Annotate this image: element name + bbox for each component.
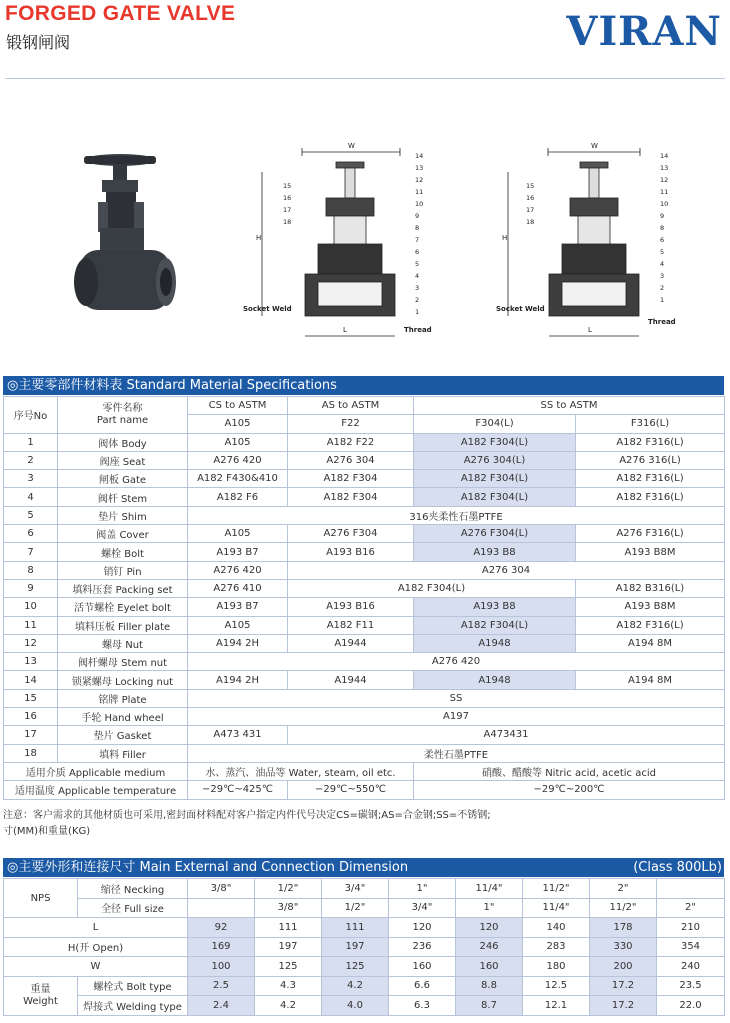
part-num: 4 <box>415 272 420 280</box>
cell-no: 14 <box>4 671 58 689</box>
subheader-ss1: F304(L) <box>414 415 576 433</box>
cell: 11/4" <box>523 898 590 918</box>
cell-as: A193 B16 <box>288 543 414 561</box>
part-num: 14 <box>415 152 424 160</box>
part-num: 16 <box>526 194 535 202</box>
header-part-name <box>58 397 188 434</box>
cell: 2.4 <box>188 996 255 1016</box>
cell: 11/2" <box>523 879 590 899</box>
bolt-weight-row <box>4 976 725 996</box>
cell-ss2: A194 8M <box>576 671 725 689</box>
part-num: 9 <box>415 212 420 220</box>
h-row <box>4 937 725 957</box>
part-num: 5 <box>415 260 420 268</box>
cell: 3/8" <box>255 898 322 918</box>
weight-label <box>4 976 78 1015</box>
cell: 240 <box>657 957 725 977</box>
subheader-cs: A105 <box>188 415 288 433</box>
cell: 6.6 <box>389 976 456 996</box>
cell: 1/2" <box>322 898 389 918</box>
dim-w-label: W <box>348 142 355 150</box>
full-size-row <box>4 898 725 918</box>
cell-as: A182 F304 <box>288 488 414 506</box>
cell: 17.2 <box>590 996 657 1016</box>
cell: 3/8" <box>188 879 255 899</box>
cell: 160 <box>456 957 523 977</box>
cell-no: 8 <box>4 561 58 579</box>
part-num: 18 <box>526 218 535 226</box>
temperature-cs: −29℃~425℃ <box>188 781 288 799</box>
cell-name: 手轮 Hand wheel <box>58 708 188 726</box>
cell-no: 17 <box>4 726 58 744</box>
bolt-label: 螺栓式 Bolt type <box>78 976 188 996</box>
cell-ss2: A182 F316(L) <box>576 470 725 488</box>
cell: 3/4" <box>389 898 456 918</box>
cell: 160 <box>389 957 456 977</box>
part-num: 6 <box>415 248 420 256</box>
materials-section-header <box>3 376 724 395</box>
dimensions-section-title: ◎主要外形和连接尺寸 Main External and Connection Dimension <box>7 860 409 875</box>
cell: 330 <box>590 937 657 957</box>
dim-w-label-2: W <box>591 142 598 150</box>
cell-span: A182 F304(L) <box>288 579 576 597</box>
cell-no: 9 <box>4 579 58 597</box>
cell-cs: A193 B7 <box>188 598 288 616</box>
part-num: 3 <box>415 284 420 292</box>
cell: 11/2" <box>590 898 657 918</box>
cell-no: 15 <box>4 689 58 707</box>
cell-as: A182 F304 <box>288 470 414 488</box>
cell: 2" <box>657 898 725 918</box>
part-num: 16 <box>283 194 292 202</box>
dim-h-label: H <box>256 234 262 242</box>
cell-name: 阀杆 Stem <box>58 488 188 506</box>
temperature-ss: −29℃~200℃ <box>414 781 725 799</box>
cell-cs: A276 410 <box>188 579 288 597</box>
weld-label: 焊接式 Welding type <box>78 996 188 1016</box>
socket-weld-label: Socket Weld <box>243 305 292 313</box>
cell: 23.5 <box>657 976 725 996</box>
cell-name: 锁紧螺母 Locking nut <box>58 671 188 689</box>
cell: 4.0 <box>322 996 389 1016</box>
cell: 1" <box>456 898 523 918</box>
cell-cs: A194 2H <box>188 634 288 652</box>
cell: 12.1 <box>523 996 590 1016</box>
header-part-name-cn: 零件名称 <box>102 402 143 414</box>
cell-cs: A276 420 <box>188 451 288 469</box>
cell-cs: A473 431 <box>188 726 288 744</box>
cell-ss2: A182 B316(L) <box>576 579 725 597</box>
cell: 8.7 <box>456 996 523 1016</box>
table-row <box>4 689 725 707</box>
cell-as: A276 304 <box>288 451 414 469</box>
cell: 197 <box>255 937 322 957</box>
subheader-ss2: F316(L) <box>576 415 725 433</box>
medium-csas: 水、蒸汽、油品等 Water, steam, oil etc. <box>188 762 414 780</box>
l-row <box>4 918 725 938</box>
thread-label: Thread <box>404 326 432 334</box>
part-num: 13 <box>415 164 424 172</box>
table-row <box>4 506 725 524</box>
socket-weld-label-2: Socket Weld <box>496 305 545 313</box>
materials-table <box>3 396 725 800</box>
cell-name: 铭牌 Plate <box>58 689 188 707</box>
part-num: 2 <box>415 296 420 304</box>
part-num: 11 <box>660 188 669 196</box>
cell-ss1: A193 B8 <box>414 598 576 616</box>
cell: 100 <box>188 957 255 977</box>
table-row <box>4 616 725 634</box>
cell-ss1: A1948 <box>414 634 576 652</box>
cell-ss2: A194 8M <box>576 634 725 652</box>
table-row <box>4 726 725 744</box>
h-label: H(开 Open) <box>4 937 188 957</box>
cell: 2.5 <box>188 976 255 996</box>
header-part-name-en: Part name <box>96 414 149 426</box>
cell: 125 <box>322 957 389 977</box>
cell-ss1: A1948 <box>414 671 576 689</box>
necking-row <box>4 879 725 899</box>
table-row <box>4 598 725 616</box>
part-num: 1 <box>415 308 420 316</box>
cell: 8.8 <box>456 976 523 996</box>
cell-name: 填料压套 Packing set <box>58 579 188 597</box>
part-num: 10 <box>415 200 424 208</box>
cell: 354 <box>657 937 725 957</box>
cell: 210 <box>657 918 725 938</box>
weld-weight-row <box>4 996 725 1016</box>
part-num: 14 <box>660 152 669 160</box>
cell-ss2: A276 F316(L) <box>576 525 725 543</box>
cell-cs: A182 F6 <box>188 488 288 506</box>
table-row <box>4 433 725 451</box>
cell-ss1: A182 F304(L) <box>414 433 576 451</box>
part-num: 2 <box>660 284 665 292</box>
cell-no: 5 <box>4 506 58 524</box>
part-num: 12 <box>415 176 424 184</box>
cell: 4.3 <box>255 976 322 996</box>
cell: 22.0 <box>657 996 725 1016</box>
cell-no: 6 <box>4 525 58 543</box>
cell-as: A1944 <box>288 634 414 652</box>
cell-name: 螺栓 Bolt <box>58 543 188 561</box>
cell-no: 12 <box>4 634 58 652</box>
cell-name: 填料 Filler <box>58 744 188 762</box>
cell-name: 螺母 Nut <box>58 634 188 652</box>
cell: 92 <box>188 918 255 938</box>
cell-ss2: A276 316(L) <box>576 451 725 469</box>
cell: 236 <box>389 937 456 957</box>
cell-ss1: A182 F304(L) <box>414 616 576 634</box>
cell-cs: A105 <box>188 433 288 451</box>
valve-photo <box>74 154 176 310</box>
temperature-as: −29℃~550℃ <box>288 781 414 799</box>
cell-as: A182 F11 <box>288 616 414 634</box>
part-num: 17 <box>526 206 535 214</box>
cell-no: 18 <box>4 744 58 762</box>
cell: 178 <box>590 918 657 938</box>
dimensions-table <box>3 878 725 1016</box>
weight-label-en: Weight <box>23 995 58 1007</box>
part-num: 6 <box>660 236 665 244</box>
cell-name: 阀座 Seat <box>58 451 188 469</box>
cell-cs: A194 2H <box>188 671 288 689</box>
cell-name: 活节螺栓 Eyelet bolt <box>58 598 188 616</box>
table-row <box>4 525 725 543</box>
part-num: 18 <box>283 218 292 226</box>
cell: 12.5 <box>523 976 590 996</box>
cell-ss1: A276 304(L) <box>414 451 576 469</box>
thread-label-2: Thread <box>648 318 676 326</box>
part-num: 8 <box>415 224 420 232</box>
cell-cs: A276 420 <box>188 561 288 579</box>
cell-as: A276 F304 <box>288 525 414 543</box>
cell-no: 2 <box>4 451 58 469</box>
table-row <box>4 561 725 579</box>
cell-cs: A193 B7 <box>188 543 288 561</box>
cell: 2" <box>590 879 657 899</box>
cell-cs: A182 F430&410 <box>188 470 288 488</box>
l-label: L <box>4 918 188 938</box>
part-num: 7 <box>415 236 420 244</box>
cell: 140 <box>523 918 590 938</box>
cell-name: 销钉 Pin <box>58 561 188 579</box>
cell: 4.2 <box>322 976 389 996</box>
part-num: 9 <box>660 212 665 220</box>
note-line-2: 寸(MM)和重量(KG) <box>3 826 91 837</box>
cell-no: 10 <box>4 598 58 616</box>
table-row <box>4 543 725 561</box>
cell: 3/4" <box>322 879 389 899</box>
part-num: 15 <box>283 182 292 190</box>
table-row <box>4 579 725 597</box>
dim-l-label-2: L <box>588 326 592 334</box>
cell-no: 11 <box>4 616 58 634</box>
cell-name: 垫片 Gasket <box>58 726 188 744</box>
pressure-class: (Class 800Lb) <box>633 860 722 875</box>
cell: 4.2 <box>255 996 322 1016</box>
cell-span: 柔性石墨PTFE <box>188 744 725 762</box>
cell: 1" <box>389 879 456 899</box>
part-num: 11 <box>415 188 424 196</box>
header-divider <box>5 78 725 79</box>
part-num: 8 <box>660 224 665 232</box>
dim-h-label-2: H <box>502 234 508 242</box>
table-row <box>4 634 725 652</box>
part-num: 15 <box>526 182 535 190</box>
cell-ss1: A193 B8 <box>414 543 576 561</box>
cell-ss2: A182 F316(L) <box>576 433 725 451</box>
cell <box>188 898 255 918</box>
cell: 125 <box>255 957 322 977</box>
cell-no: 3 <box>4 470 58 488</box>
cell-span: A276 304 <box>288 561 725 579</box>
cell-name: 阀杆螺母 Stem nut <box>58 653 188 671</box>
dimensions-section-header <box>3 858 724 877</box>
medium-row <box>4 762 725 780</box>
temperature-row <box>4 781 725 799</box>
cell-as: A182 F22 <box>288 433 414 451</box>
table-row <box>4 744 725 762</box>
materials-section-title: ◎主要零部件材料表 Standard Material Specifications <box>7 378 337 393</box>
part-num: 5 <box>660 248 665 256</box>
product-title: FORGED GATE VALVE <box>5 2 236 25</box>
cell-cs: A105 <box>188 525 288 543</box>
table-row <box>4 451 725 469</box>
cell: 197 <box>322 937 389 957</box>
cell: 180 <box>523 957 590 977</box>
cell-ss2: A182 F316(L) <box>576 616 725 634</box>
medium-ss: 硝酸、醋酸等 Nitric acid, acetic acid <box>414 762 725 780</box>
cell: 200 <box>590 957 657 977</box>
cell-span: A276 420 <box>188 653 725 671</box>
cell-ss1: A182 F304(L) <box>414 488 576 506</box>
table-row <box>4 708 725 726</box>
cell-name: 填料压板 Filler plate <box>58 616 188 634</box>
header-no: 序号No <box>4 397 58 434</box>
valve-illustrations <box>0 140 730 345</box>
cell-ss1: A182 F304(L) <box>414 470 576 488</box>
table-row <box>4 671 725 689</box>
cell: 120 <box>456 918 523 938</box>
table-row <box>4 470 725 488</box>
cell: 169 <box>188 937 255 957</box>
cell: 6.3 <box>389 996 456 1016</box>
cell-no: 7 <box>4 543 58 561</box>
cell: 11/4" <box>456 879 523 899</box>
nps-label: NPS <box>4 879 78 918</box>
medium-label: 适用介质 Applicable medium <box>4 762 188 780</box>
w-label: W <box>4 957 188 977</box>
cell-no: 13 <box>4 653 58 671</box>
cell-name: 闸板 Gate <box>58 470 188 488</box>
cell <box>657 879 725 899</box>
necking-label: 缩径 Necking <box>78 879 188 899</box>
table-header-row <box>4 397 725 415</box>
materials-note <box>3 808 718 840</box>
part-num: 17 <box>283 206 292 214</box>
cell-no: 16 <box>4 708 58 726</box>
cell-no: 4 <box>4 488 58 506</box>
cell-span: 316夹柔性石墨PTFE <box>188 506 725 524</box>
cell: 283 <box>523 937 590 957</box>
table-row <box>4 488 725 506</box>
brand-logo: VIRAN <box>566 8 722 55</box>
cell-as: A193 B16 <box>288 598 414 616</box>
cell-span: SS <box>188 689 725 707</box>
cell: 111 <box>255 918 322 938</box>
part-num: 13 <box>660 164 669 172</box>
header-ss: SS to ASTM <box>414 397 725 415</box>
cell-name: 阀盖 Cover <box>58 525 188 543</box>
dim-l-label: L <box>343 326 347 334</box>
note-line-1: 注意：客户需求的其他材质也可采用,密封面材料配对客户指定内件代号决定CS=碳钢;AS=合金钢;SS=不锈钢; <box>3 810 491 821</box>
part-num: 3 <box>660 272 665 280</box>
cell-name: 垫片 Shim <box>58 506 188 524</box>
cell-name: 阀体 Body <box>58 433 188 451</box>
cell-as: A1944 <box>288 671 414 689</box>
part-num: 12 <box>660 176 669 184</box>
full-size-label: 全径 Full size <box>78 898 188 918</box>
part-num: 1 <box>660 296 665 304</box>
header-cs: CS to ASTM <box>188 397 288 415</box>
temperature-label: 适用温度 Applicable temperature <box>4 781 188 799</box>
part-num: 10 <box>660 200 669 208</box>
cell-ss2: A193 B8M <box>576 543 725 561</box>
cell: 17.2 <box>590 976 657 996</box>
cell: 120 <box>389 918 456 938</box>
cell-span: A473431 <box>288 726 725 744</box>
table-row <box>4 653 725 671</box>
cell-ss2: A182 F316(L) <box>576 488 725 506</box>
cell-ss2: A193 B8M <box>576 598 725 616</box>
header-as: AS to ASTM <box>288 397 414 415</box>
product-subtitle: 锻钢闸阀 <box>6 33 71 52</box>
cell-no: 1 <box>4 433 58 451</box>
cell: 111 <box>322 918 389 938</box>
w-row <box>4 957 725 977</box>
part-num: 4 <box>660 260 665 268</box>
cell-cs: A105 <box>188 616 288 634</box>
cell: 246 <box>456 937 523 957</box>
cell-ss1: A276 F304(L) <box>414 525 576 543</box>
subheader-as: F22 <box>288 415 414 433</box>
cell: 1/2" <box>255 879 322 899</box>
weight-label-cn: 重量 <box>30 983 51 995</box>
cell-span: A197 <box>188 708 725 726</box>
